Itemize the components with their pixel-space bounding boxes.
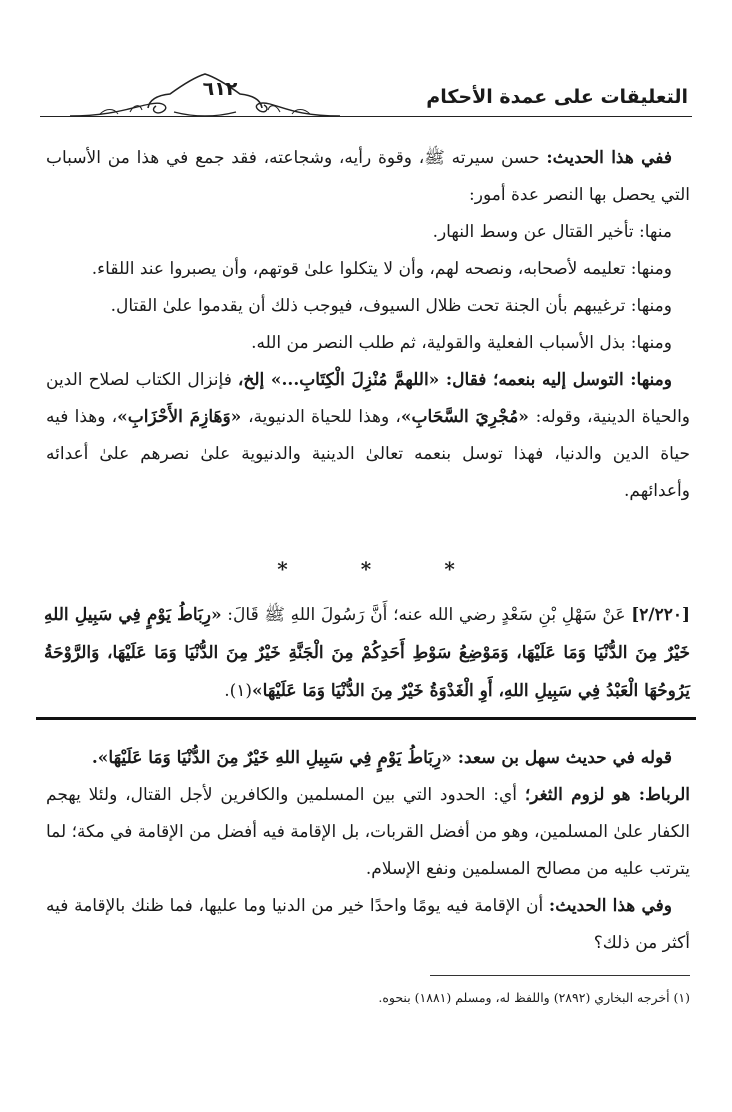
quote: «اللهمَّ مُنْزِلَ الْكِتَابِ...» إلخ، <box>237 370 446 390</box>
quote: «وَهَازِمَ الأَحْزَابِ» <box>117 407 249 427</box>
quote: «مُجْرِيَ السَّحَابِ» <box>400 407 536 427</box>
hadith-text <box>44 596 690 710</box>
paragraph-lead: وفي هذا الحديث: <box>548 896 673 916</box>
commentary-section-2 <box>46 740 690 962</box>
footnote: (١) أخرجه البخاري (٢٨٩٢) واللفظ له، ومسلم (١٨٨١) بنحوه. <box>378 990 690 1005</box>
paragraph <box>46 140 690 214</box>
paragraph-text: فإنزال الكتاب لصلاح الدين والحياة الدينية، وقوله: <box>46 370 691 427</box>
paragraph-lead: ففي هذا الحديث: <box>546 148 672 168</box>
separator-star: * <box>360 557 372 581</box>
paragraph-text: أن الإقامة فيه يومًا واحدًا خير من الدنيا وما عليها، فما ظنك بالإقامة فيه أكثر من ذلك؟ <box>46 896 690 953</box>
commentary-section-1 <box>46 140 690 510</box>
paragraph: ومنها: ترغيبهم بأن الجنة تحت ظلال السيوف، فيوجب ذلك أن يقدموا علىٰ القتال. <box>110 296 672 316</box>
header-rule <box>40 116 692 117</box>
footnote-ref: (١). <box>224 681 253 701</box>
paragraph-lead: ومنها: التوسل إليه بنعمه؛ فقال: <box>445 370 672 390</box>
paragraph-text: ، وهذا للحياة الدنيوية، <box>248 407 401 427</box>
hadith-number: [٢/٢٢٠] <box>631 605 691 625</box>
paragraph-text: حسن سيرته ﷺ، وقوة رأيه، وشجاعته، فقد جمع في هذا من الأسباب التي يحصل بها النصر عدة أمور: <box>46 148 690 205</box>
section-separator <box>0 557 732 581</box>
page-number: ٦١٢ <box>202 78 238 100</box>
paragraph-text: ، وهذا فيه حياة الدين والدنيا، فهذا توسل بنعمه تعالىٰ الدينية والدنيوية علىٰ نصرهم علىٰ أعدائه وأعدائهم. <box>46 407 690 501</box>
paragraph <box>46 362 690 510</box>
page-header <box>40 64 692 124</box>
paragraph: ومنها: تعليمه لأصحابه، ونصحه لهم، وأن لا يتكلوا علىٰ قوتهم، وأن يصبروا عند اللقاء. <box>91 259 672 279</box>
separator-star: * <box>444 557 455 581</box>
separator-star: * <box>277 557 288 581</box>
hadith-isnad: عَنْ سَهْلِ بْنِ سَعْدٍ رضي الله عنه؛ أَنَّ رَسُولَ اللهِ ﷺ قَالَ: <box>221 605 632 625</box>
quote: «رِبَاطُ يَوْمٍ فِي سَبِيلِ اللهِ خَيْرٌ مِنَ الدُّنْيَا وَمَا عَلَيْهَا». <box>91 748 458 768</box>
paragraph <box>46 888 690 962</box>
paragraph-lead: الرباط: هو لزوم الثغر؛ <box>524 785 690 805</box>
footnote-rule <box>430 975 690 976</box>
paragraph: منها: تأخير القتال عن وسط النهار. <box>432 222 672 242</box>
hadith-matn: «رِبَاطُ يَوْمٍ فِي سَبِيلِ اللهِ خَيْرٌ مِنَ الدُّنْيَا وَمَا عَلَيْهَا، وَمَوْضِعُ سَوْطِ أَحَدِكُمْ مِنَ الْجَنَّةِ خَيْرٌ مِنَ الدُّنْيَا وَمَا عَلَيْهَا، وَالرَّوْحَةُ يَرُوحُهَا الْعَبْدُ فِي سَبِيلِ اللهِ، أَوِ الْغَدْوَةُ خَيْرٌ مِنَ الدُّنْيَا وَمَا عَلَيْهَا» <box>44 605 690 701</box>
paragraph-text: أي: الحدود التي بين المسلمين والكافرين لأجل القتال، ولئلا يهجم الكفار علىٰ المسلمين، وهو من أفضل القربات، بل الإقامة فيه أفضل من الإقامة في مكة؛ لما يترتب عليه من مصالح المسلمين ونفع الإسلام. <box>46 785 690 879</box>
section-divider-rule <box>36 717 696 720</box>
paragraph <box>46 777 690 888</box>
paragraph-lead: قوله في حديث سهل بن سعد: <box>457 748 672 768</box>
paragraph <box>46 740 690 777</box>
paragraph: ومنها: بذل الأسباب الفعلية والقولية، ثم طلب النصر من الله. <box>251 333 672 353</box>
running-title: التعليقات على عمدة الأحكام <box>426 86 688 108</box>
